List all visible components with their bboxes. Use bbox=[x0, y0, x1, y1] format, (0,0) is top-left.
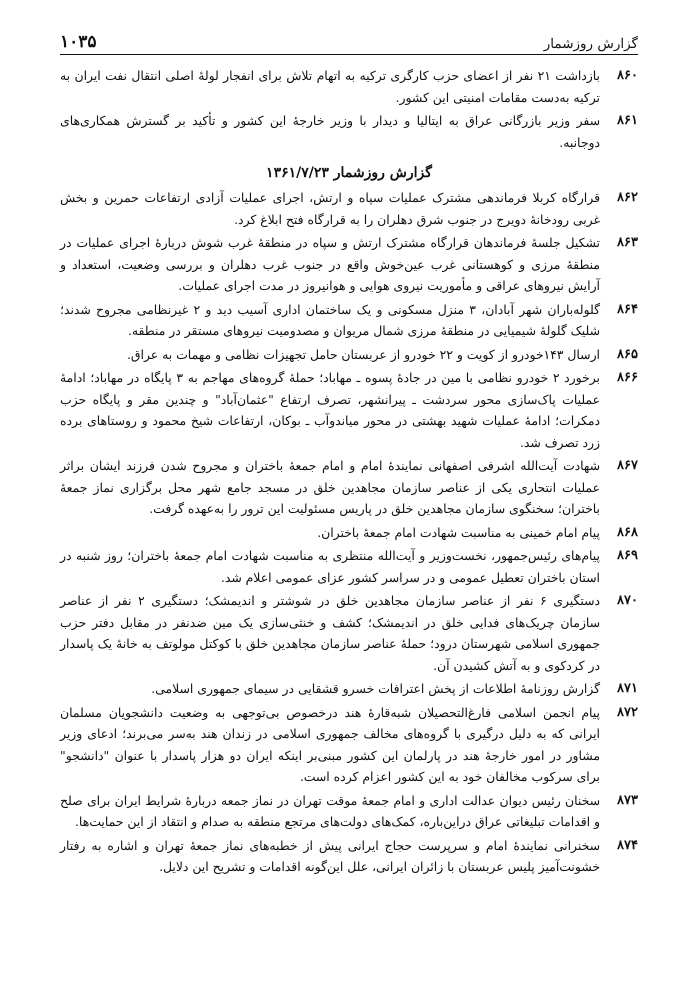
entry-number: ۸۶۲ bbox=[617, 190, 638, 205]
entry-text: پیام انجمن اسلامی فارغ‌التحصیلان شبه‌قارهٔ هند درخصوص بی‌توجهی به وضعیت دانشجویان مسلمان ایرانی که به دلیل درگیری با گروه‌های مخالف جمهوری اسلامی در زندان هند به‌سر می‌برند؛ ادعای وزیر مشاور در امور خارجهٔ هند در پارلمان این کشور مبنی‌بر اینکه ایران دو هزار پاسدار با عنوان "دانشجو" برای سرکوب مخالفان خود به این کشور اعزام کرده است. bbox=[60, 704, 600, 784]
entry-number: ۸۶۱ bbox=[617, 113, 638, 128]
entry-text: برخورد ۲ خودرو نظامی با مین در جادهٔ پسوه ـ مهاباد؛ حملهٔ گروه‌های مهاجم به ۳ پایگاه در مهاباد؛ ادامهٔ عملیات پاک‌سازی محور سردشت ـ پیرانشهر، تصرف ارتفاع "عثمان‌آباد" و چندین مقر و پایگاه حزب دمکرات؛ ادامهٔ عملیات شهید بهشتی در محور میاندوآب ـ بوکان، ارتفاعات شیخ محمود و روستاهای برده زرد تصرف شد. bbox=[60, 370, 600, 450]
entry-text: سفر وزیر بازرگانی عراق به ایتالیا و دیدار با وزیر خارجهٔ این کشور و تأکید بر گسترش همکاری‌های دوجانبه. bbox=[60, 113, 600, 150]
entry-number: ۸۶۷ bbox=[617, 458, 638, 473]
entry-text: ارسال ۱۴۳خودرو از کویت و ۲۲ خودرو از عربستان حامل تجهیزات نظامی و مهمات به عراق. bbox=[126, 346, 600, 362]
entry-number: ۸۷۰ bbox=[617, 593, 638, 608]
entry-item bbox=[60, 702, 638, 788]
entries-before bbox=[60, 65, 638, 153]
entry-item bbox=[60, 187, 638, 230]
entry-text: پیام‌های رئیس‌جمهور، نخست‌وزیر و آیت‌الله منتظری به مناسبت شهادت امام جمعهٔ باختران؛ روز شنبه در استان باختران تعطیل عمومی و در سراسر کشور عزای عمومی اعلام شد. bbox=[60, 548, 600, 585]
entry-text: بازداشت ۲۱ نفر از اعضای حزب کارگری ترکیه به اتهام تلاش برای انفجار لولهٔ اصلی انتقال نفت ایران به ترکیه به‌دست مقامات امنیتی این کشور. bbox=[60, 68, 600, 105]
entry-number: ۸۶۶ bbox=[617, 370, 638, 385]
entry-item bbox=[60, 232, 638, 297]
entry-number: ۸۶۴ bbox=[617, 301, 638, 317]
header-title: گزارش روزشمار bbox=[543, 36, 638, 52]
entry-item bbox=[60, 678, 638, 700]
entry-text: سخنان رئیس دیوان عدالت اداری و امام جمعهٔ موقت تهران در نماز جمعه دربارهٔ شرایط ایران برای صلح و اقدامات تبلیغاتی عراق دراین‌باره، کمک‌های دولت‌های مرتجع منطقه به صدام و انتقاد از این حمایت‌ها. bbox=[60, 792, 600, 829]
entry-number: ۸۷۴ bbox=[617, 837, 638, 853]
entry-item bbox=[60, 790, 638, 833]
entry-number: ۸۶۵ bbox=[617, 346, 638, 362]
entry-item bbox=[60, 65, 638, 108]
entry-item bbox=[60, 110, 638, 153]
entry-text: تشکیل جلسهٔ فرماندهان قرارگاه مشترک ارتش و سپاه در منطقهٔ غرب شوش دربارهٔ اجرای عملیات در منطقهٔ مرزی و کوهستانی غرب عین‌خوش واقع در جنوب غرب دهلران و بررسی وضعیت، استعداد و آرایش نیروهای عراقی و مأموریت نیروی هوایی و هوانیروز در مدت اجرای عملیات. bbox=[60, 235, 600, 293]
entry-number: ۸۷۳ bbox=[617, 792, 638, 808]
entry-item bbox=[60, 299, 638, 342]
running-header bbox=[60, 30, 638, 55]
entry-item bbox=[60, 522, 638, 544]
entry-number: ۸۷۲ bbox=[617, 704, 638, 720]
entry-text: دستگیری ۶ نفر از عناصر سازمان مجاهدین خلق در شوشتر و اندیمشک؛ دستگیری ۲ نفر از عناصر سازمان چریک‌های فدایی خلق در اندیمشک؛ کشف و خنثی‌سازی یک مین ضدنفر در مقابل دفتر حزب جمهوری اسلامی شهرستان درود؛ حملهٔ عناصر سازمان مجاهدین خلق با کوکتل مولوتف به خانهٔ یک پاسدار در کردکوی و به آتش کشیدن آن. bbox=[60, 593, 601, 673]
page-number: ۱۰۳۵ bbox=[60, 32, 97, 52]
section-title: گزارش روزشمار ۱۳۶۱/۷/۲۳ bbox=[266, 165, 432, 181]
entry-item bbox=[60, 344, 638, 366]
entry-number: ۸۶۸ bbox=[617, 524, 638, 540]
entries-list bbox=[60, 65, 638, 878]
entry-text: قرارگاه کربلا فرماندهی مشترک عملیات سپاه و ارتش، اجرای عملیات آزادی ارتفاعات حمرین و بخش غربی رودخانهٔ دویرج در جنوب شرق دهلران را به قرارگاه فتح ابلاغ کرد. bbox=[60, 190, 600, 227]
entry-item bbox=[60, 545, 638, 588]
entry-text: گزارش روزنامهٔ اطلاعات از پخش اعترافات خسرو قشقایی در سیمای جمهوری اسلامی. bbox=[151, 681, 600, 696]
entry-item bbox=[60, 455, 638, 520]
entry-item bbox=[60, 835, 638, 878]
entry-number: ۸۶۳ bbox=[617, 235, 638, 250]
entry-number: ۸۷۱ bbox=[617, 681, 638, 696]
entry-number: ۸۶۰ bbox=[617, 68, 638, 83]
entry-item bbox=[60, 590, 638, 676]
entry-text: پیام امام خمینی به مناسبت شهادت امام جمعهٔ باختران. bbox=[317, 524, 600, 540]
entry-text: سخنرانی نمایندهٔ امام و سرپرست حجاج ایرانی پیش از خطبه‌های نماز جمعهٔ تهران و اشاره به رفتار خشونت‌آمیز پلیس عربستان با زائران ایرانی، علل این‌گونه اقدامات و تشریح این دلایل. bbox=[60, 837, 600, 874]
entry-text: شهادت آیت‌الله اشرفی اصفهانی نمایندهٔ امام و امام جمعهٔ باختران و مجروح شدن فرزند ایشان براثر عملیات انتحاری یکی از عناصر سازمان مجاهدین خلق در مسجد جامع شهر محل برگزاری نماز جمعهٔ باختران؛ سخنگوی سازمان مجاهدین خلق در پاریس مسئولیت این ترور را به‌عهده گرفت. bbox=[60, 458, 600, 516]
entries-after bbox=[60, 187, 638, 878]
entry-number: ۸۶۹ bbox=[617, 548, 638, 563]
entry-text: گلوله‌باران شهر آبادان، ۳ منزل مسکونی و یک ساختمان اداری آسیب دید و ۲ غیرنظامی مجروح شدند؛ شلیک گلولهٔ شیمیایی در منطقهٔ مرزی شمال مریوان و مصدومیت نیروهای مستقر در منطقه. bbox=[60, 301, 600, 338]
entry-item bbox=[60, 367, 638, 453]
